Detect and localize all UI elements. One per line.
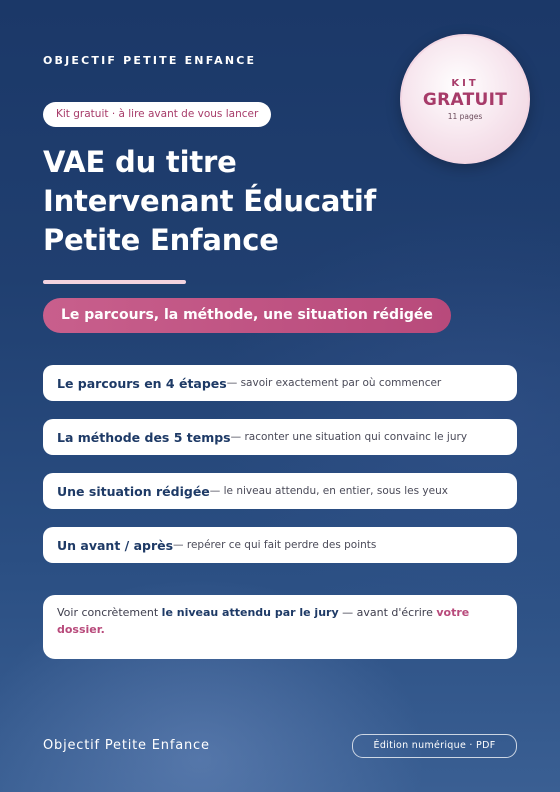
step-description: — repérer ce qui fait perdre des points [173, 539, 377, 551]
step-title: Une situation rédigée [57, 483, 210, 499]
free-kit-badge [400, 34, 530, 164]
callout-box [43, 595, 517, 659]
title-line-1: VAE du titre [43, 145, 237, 179]
title-line-3: Petite Enfance [43, 223, 279, 257]
badge-free-label: GRATUIT [422, 89, 508, 110]
page-title [43, 143, 376, 260]
callout-highlight-jury: le niveau attendu par le jury [161, 606, 339, 619]
badge-kit-label: KIT [451, 77, 479, 89]
step-title: La méthode des 5 temps [57, 429, 231, 445]
step-card-avant-apres [43, 527, 517, 563]
step-card-parcours [43, 365, 517, 401]
edition-pill: Édition numérique · PDF [352, 734, 517, 758]
step-description: — le niveau attendu, en entier, sous les yeux [209, 485, 448, 497]
footer-brand: Objectif Petite Enfance [43, 738, 210, 753]
step-description: — raconter une situation qui convainc le jury [230, 431, 468, 443]
callout-text-1: Voir concrètement [57, 606, 162, 619]
step-card-situation [43, 473, 517, 509]
title-line-2: Intervenant Éducatif [43, 184, 377, 218]
badge-pages-label: 11 pages [447, 111, 483, 121]
subtitle-pill: Le parcours, la méthode, une situation rédigée [43, 298, 451, 333]
step-title: Un avant / après [57, 537, 174, 553]
steps-list [43, 365, 517, 581]
title-underline [43, 280, 186, 284]
intro-pill: Kit gratuit · à lire avant de vous lancer [43, 102, 271, 127]
callout-highlight-dossier: votre dossier. [57, 606, 470, 636]
brand-label: OBJECTIF PETITE ENFANCE [43, 54, 257, 67]
step-card-methode [43, 419, 517, 455]
step-description: — savoir exactement par où commencer [226, 377, 442, 389]
callout-text-2: — avant d'écrire [338, 606, 437, 619]
step-title: Le parcours en 4 étapes [57, 375, 227, 391]
